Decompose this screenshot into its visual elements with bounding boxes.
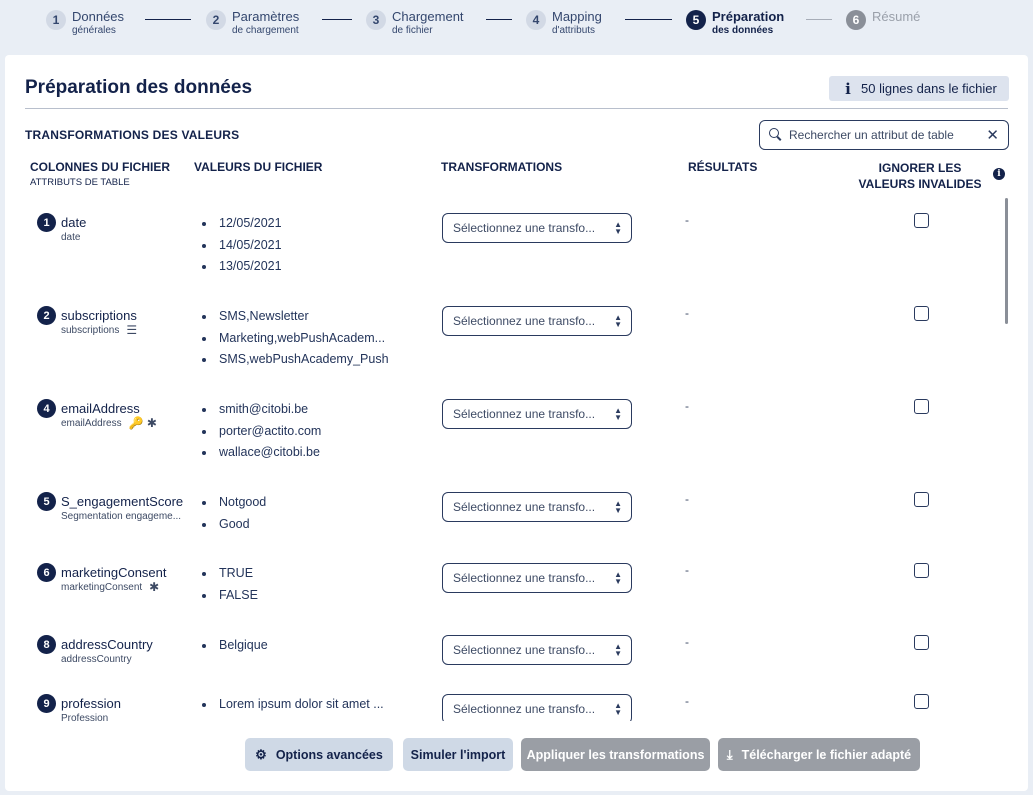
table-attribute — [61, 511, 181, 522]
attribute-search — [759, 120, 1009, 150]
step-number: 6 — [846, 10, 866, 30]
transformation-select[interactable] — [442, 213, 632, 243]
transformation-select[interactable] — [442, 563, 632, 593]
gear-icon: ⚙ — [255, 746, 267, 762]
table-attribute-name: marketingConsent — [61, 581, 143, 593]
file-column-name: date — [61, 215, 87, 230]
step-subtitle: de chargement — [232, 25, 299, 36]
transformation-select-value: Sélectionnez une transfo... — [453, 221, 596, 235]
table-attribute-name: date — [61, 232, 81, 243]
list-item: SMS,webPushAcademy_Push — [202, 349, 389, 371]
advanced-options-button[interactable] — [245, 738, 393, 771]
step-connector — [322, 19, 352, 20]
file-values-list — [202, 694, 384, 716]
table-attribute-name: Profession — [61, 713, 109, 721]
info-icon[interactable]: i — [993, 168, 1005, 180]
file-column-name: profession — [61, 696, 121, 711]
step-number: 5 — [686, 10, 706, 30]
list-item: 12/05/2021 — [202, 213, 282, 235]
list-icon: ☰ — [126, 323, 138, 337]
step-donnees-generales[interactable] — [46, 10, 124, 38]
step-title: Mapping — [552, 9, 602, 24]
step-number: 2 — [206, 10, 226, 30]
result-value: - — [685, 694, 689, 708]
file-column-name: marketingConsent — [61, 565, 167, 580]
main-card — [5, 55, 1028, 791]
chevron-updown-icon: ▲ ▼ — [614, 406, 622, 422]
file-values-list — [202, 213, 282, 278]
line-count-text: 50 lignes dans le fichier — [861, 81, 997, 96]
column-index-badge: 2 — [37, 306, 56, 325]
list-item: wallace@citobi.be — [202, 442, 321, 464]
file-values-list — [202, 563, 258, 606]
list-item: FALSE — [202, 585, 258, 607]
table-attribute-name: emailAddress — [61, 417, 122, 429]
file-column-name: addressCountry — [61, 637, 153, 652]
download-file-button[interactable] — [718, 738, 920, 771]
step-title: Paramètres — [232, 9, 300, 24]
scrollbar[interactable] — [1005, 198, 1008, 324]
list-item: Marketing,webPushAcadem... — [202, 328, 389, 350]
chevron-updown-icon: ▲ ▼ — [614, 570, 622, 586]
table-attribute — [61, 580, 159, 594]
title-divider — [25, 108, 1008, 109]
download-file-label: Télécharger le fichier adapté — [741, 747, 912, 762]
line-count-badge — [829, 76, 1009, 101]
header-file-columns — [30, 160, 170, 188]
transformation-select[interactable] — [442, 399, 632, 429]
step-title: Chargement — [392, 9, 464, 24]
result-value: - — [685, 635, 689, 649]
step-number: 1 — [46, 10, 66, 30]
list-item: 14/05/2021 — [202, 235, 282, 257]
transformation-select-value: Sélectionnez une transfo... — [453, 407, 596, 421]
transformation-select[interactable] — [442, 306, 632, 336]
step-mapping[interactable] — [526, 10, 602, 38]
header-file-values: VALEURS DU FICHIER — [194, 160, 323, 174]
table-attribute — [61, 654, 132, 665]
step-chargement[interactable] — [366, 10, 464, 38]
step-number: 3 — [366, 10, 386, 30]
list-item: Lorem ipsum dolor sit amet ... — [202, 694, 384, 716]
ignore-invalid-checkbox[interactable] — [914, 563, 929, 578]
result-value: - — [685, 563, 689, 577]
transformation-select-value: Sélectionnez une transfo... — [453, 571, 596, 585]
chevron-updown-icon: ▲ ▼ — [614, 313, 622, 329]
page-title: Préparation des données — [25, 77, 253, 98]
list-item: TRUE — [202, 563, 258, 585]
advanced-options-label: Options avancées — [275, 747, 383, 762]
apply-transformations-button[interactable] — [521, 738, 710, 771]
step-preparation[interactable] — [686, 10, 784, 38]
column-index-badge: 6 — [37, 563, 56, 582]
transformation-select[interactable] — [442, 492, 632, 522]
list-item: SMS,Newsletter — [202, 306, 389, 328]
table-attribute — [61, 416, 157, 430]
transformation-select-value: Sélectionnez une transfo... — [453, 314, 596, 328]
stepper — [0, 0, 1033, 48]
transformation-select-value: Sélectionnez une transfo... — [453, 643, 596, 657]
list-item: 13/05/2021 — [202, 256, 282, 278]
table-attribute — [61, 323, 137, 337]
step-title: Données — [72, 9, 125, 24]
ignore-invalid-checkbox[interactable] — [914, 492, 929, 507]
step-connector — [806, 19, 832, 20]
column-index-badge: 1 — [37, 213, 56, 232]
table-attribute — [61, 713, 108, 721]
chevron-updown-icon: ▲ ▼ — [614, 220, 622, 236]
step-title: Résumé — [872, 9, 921, 24]
transformations-list — [5, 195, 1005, 721]
header-file-columns-label: COLONNES DU FICHIER — [30, 160, 171, 174]
header-ignore-line1: IGNORER LES — [878, 161, 962, 175]
simulate-import-label: Simuler l'import — [410, 747, 506, 762]
file-column-name: subscriptions — [61, 308, 137, 323]
transformation-select[interactable] — [442, 635, 632, 665]
result-value: - — [685, 492, 689, 506]
file-values-list — [202, 635, 268, 657]
list-item: smith@citobi.be — [202, 399, 321, 421]
ignore-invalid-checkbox[interactable] — [914, 306, 929, 321]
search-icon — [769, 128, 783, 142]
step-parametres[interactable] — [206, 10, 299, 38]
close-icon[interactable]: ✕ — [986, 127, 999, 144]
step-subtitle: de fichier — [392, 25, 433, 36]
step-connector — [145, 19, 191, 20]
file-values-list — [202, 306, 389, 371]
header-table-attributes: ATTRIBUTS DE TABLE — [30, 177, 130, 188]
info-icon: i — [845, 79, 851, 98]
list-item: Belgique — [202, 635, 268, 657]
step-connector — [486, 19, 512, 20]
header-ignore-line2: VALEURS INVALIDES — [858, 177, 982, 191]
step-subtitle: d'attributs — [552, 25, 596, 36]
step-number: 4 — [526, 10, 546, 30]
header-ignore-invalid — [855, 160, 985, 192]
file-column-name: emailAddress — [61, 401, 140, 416]
header-results: RÉSULTATS — [688, 160, 758, 174]
step-subtitle: générales — [72, 25, 116, 36]
transformation-select-value: Sélectionnez une transfo... — [453, 702, 596, 716]
column-index-badge: 4 — [37, 399, 56, 418]
result-value: - — [685, 306, 689, 320]
apply-transformations-label: Appliquer les transformations — [526, 747, 705, 762]
transformation-select[interactable] — [442, 694, 632, 721]
column-index-badge: 5 — [37, 492, 56, 511]
list-item: Notgood — [202, 492, 266, 514]
ignore-invalid-checkbox[interactable] — [914, 694, 929, 709]
ignore-invalid-checkbox[interactable] — [914, 399, 929, 414]
result-value: - — [685, 399, 689, 413]
column-index-badge: 8 — [37, 635, 56, 654]
table-attribute-name: Segmentation engageme... — [61, 511, 182, 522]
search-input[interactable] — [789, 128, 979, 142]
ignore-invalid-checkbox[interactable] — [914, 213, 929, 228]
file-values-list — [202, 492, 266, 535]
asterisk-icon: ✱ — [149, 580, 160, 594]
section-title: TRANSFORMATIONS DES VALEURS — [25, 128, 240, 142]
step-title: Préparation — [712, 9, 785, 24]
step-connector — [625, 19, 672, 20]
list-item: porter@actito.com — [202, 421, 321, 443]
step-subtitle: des données — [712, 25, 774, 36]
file-values-list — [202, 399, 321, 464]
table-attribute-name: addressCountry — [61, 654, 132, 665]
transformation-select-value: Sélectionnez une transfo... — [453, 500, 596, 514]
key-icon: 🔑 ✱ — [128, 416, 157, 430]
chevron-updown-icon: ▲ ▼ — [614, 701, 622, 717]
column-index-badge: 9 — [37, 694, 56, 713]
file-column-name: S_engagementScore — [61, 494, 184, 509]
table-attribute — [61, 232, 80, 243]
table-attribute-name: subscriptions — [61, 324, 120, 336]
result-value: - — [685, 213, 689, 227]
ignore-invalid-checkbox[interactable] — [914, 635, 929, 650]
header-transformations: TRANSFORMATIONS — [441, 160, 563, 174]
step-resume — [846, 10, 920, 30]
list-item: Good — [202, 514, 266, 536]
simulate-import-button[interactable] — [403, 738, 513, 771]
download-icon: ⤓ — [726, 746, 733, 762]
chevron-updown-icon: ▲ ▼ — [614, 642, 622, 658]
chevron-updown-icon: ▲ ▼ — [614, 499, 622, 515]
